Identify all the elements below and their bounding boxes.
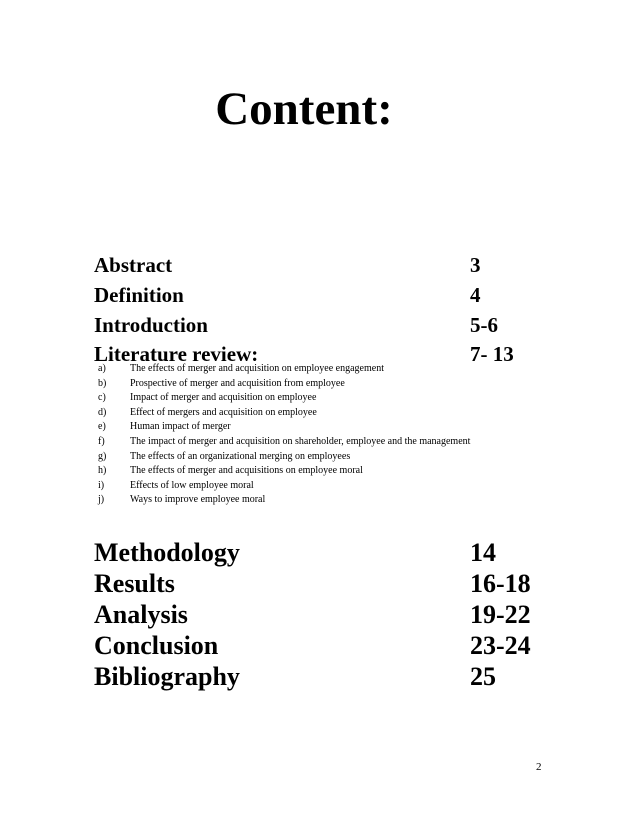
toc-entry-abstract: [94, 250, 554, 280]
list-item: [98, 420, 518, 435]
toc-entry-methodology: [94, 537, 554, 569]
toc-entry-label: Bibliography: [94, 662, 240, 691]
list-marker: g): [98, 450, 107, 462]
toc-entry-introduction: [94, 310, 554, 340]
toc-entry-label: Methodology: [94, 538, 240, 567]
toc-entry-pages: 23-24: [470, 631, 531, 660]
list-marker: a): [98, 363, 106, 374]
toc-entry-pages: 4: [470, 283, 481, 307]
toc-entry-definition: [94, 280, 554, 310]
list-marker: j): [98, 494, 105, 506]
list-marker: e): [98, 421, 106, 433]
toc-entry-bibliography: [94, 661, 554, 693]
toc-entry-pages: 25: [470, 662, 496, 691]
toc-entry-pages: 3: [470, 253, 481, 277]
list-item-text: Effects of low employee moral: [130, 479, 254, 491]
page-number: 2: [536, 761, 542, 773]
list-marker: h): [98, 465, 107, 477]
toc-entry-label: Introduction: [94, 313, 208, 337]
list-item-text: Prospective of merger and acquisition from employee: [130, 377, 345, 389]
list-item: [98, 479, 518, 494]
list-item-text: The effects of merger and acquisitions on employee moral: [130, 465, 363, 477]
list-item: [98, 362, 518, 377]
toc-entry-pages: 5-6: [470, 313, 498, 337]
list-item: [98, 391, 518, 406]
list-item-text: Human impact of merger: [130, 421, 231, 433]
list-item: [98, 406, 518, 421]
toc-entry-label: Results: [94, 569, 175, 598]
toc-entry-label: Analysis: [94, 600, 188, 629]
list-item: [98, 464, 518, 479]
toc-entry-conclusion: [94, 630, 554, 662]
list-item: [98, 377, 518, 392]
list-marker: f): [98, 435, 105, 447]
toc-entry-label: Definition: [94, 283, 184, 307]
list-marker: c): [98, 392, 106, 404]
list-marker: d): [98, 406, 107, 418]
literature-subitems-list: [98, 362, 518, 508]
list-item: [98, 435, 518, 450]
toc-entry-pages: 16-18: [470, 569, 531, 598]
list-item-text: The impact of merger and acquisition on shareholder, employee and the management: [130, 435, 471, 447]
list-item: [98, 493, 518, 508]
list-item-text: The effects of merger and acquisition on employee engagement: [130, 363, 384, 374]
list-marker: i): [98, 479, 105, 491]
toc-entry-label: Conclusion: [94, 631, 219, 660]
toc-entry-label: Literature review:: [94, 342, 259, 366]
toc-entry-results: [94, 568, 554, 600]
list-item-text: Ways to improve employee moral: [130, 494, 266, 506]
toc-entry-label: Abstract: [94, 253, 173, 277]
list-marker: b): [98, 377, 107, 389]
toc-entry-pages: 14: [470, 538, 496, 567]
list-item-text: Effect of mergers and acquisition on employee: [130, 406, 317, 418]
toc-entry-pages: 7- 13: [470, 342, 514, 366]
toc-entry-analysis: [94, 599, 554, 631]
toc-entry-pages: 19-22: [470, 600, 531, 629]
page-title: Content:: [215, 83, 393, 135]
list-item: [98, 450, 518, 465]
list-item-text: The effects of an organizational merging on employees: [130, 450, 351, 462]
list-item-text: Impact of merger and acquisition on employee: [130, 392, 317, 404]
